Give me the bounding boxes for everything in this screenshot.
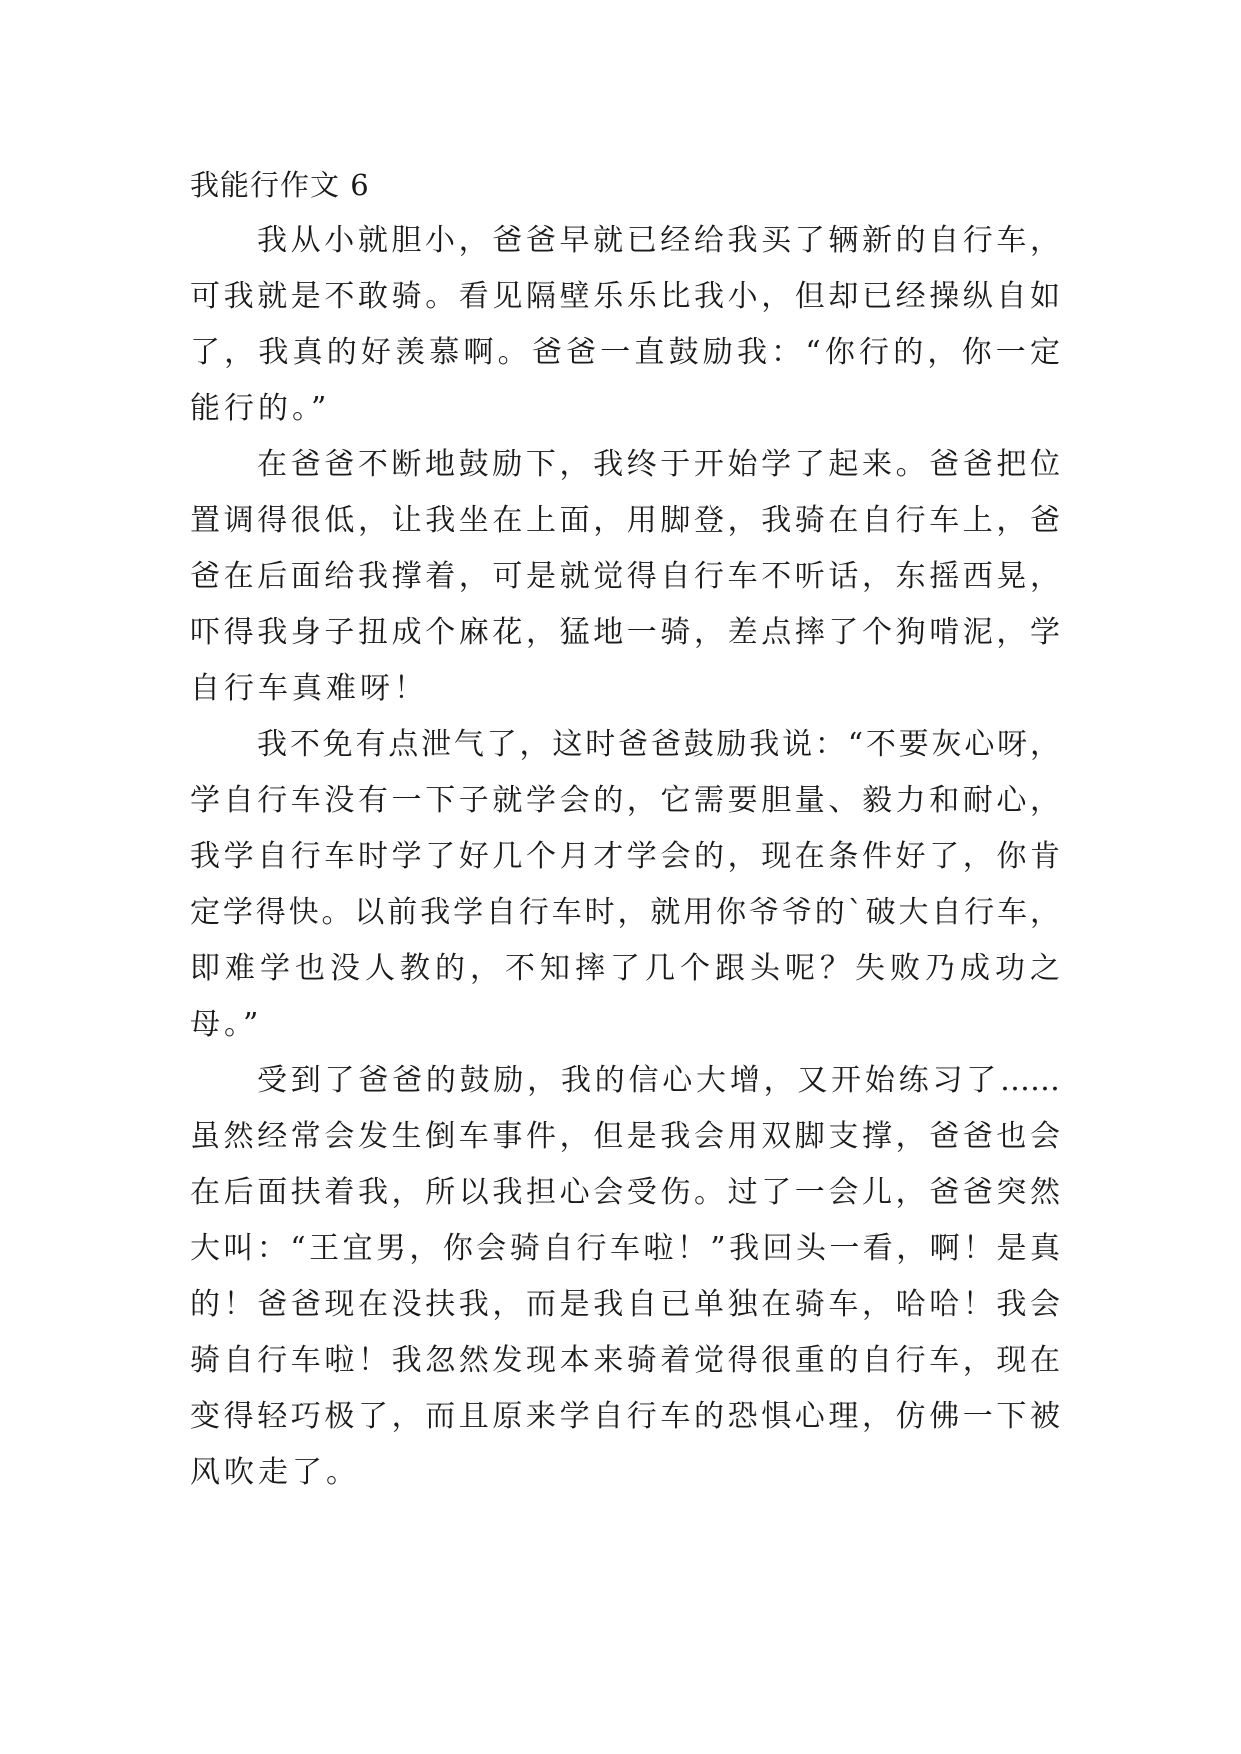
paragraph-line: 的！爸爸现在没扶我，而是我自已单独在骑车，哈哈！我会: [190, 1287, 1060, 1322]
paragraph-line: 大叫：“王宜男，你会骑自行车啦！”我回头一看，啊！是真: [190, 1231, 1060, 1266]
paragraph-line: 受到了爸爸的鼓励，我的信心大增，又开始练习了……: [257, 1063, 1060, 1098]
paragraph-line: 爸在后面给我撑着，可是就觉得自行车不听话，东摇西晃，: [190, 559, 1060, 594]
paragraph-line: 骑自行车啦！我忽然发现本来骑着觉得很重的自行车，现在: [190, 1343, 1060, 1378]
paragraph-line: 学自行车没有一下子就学会的，它需要胆量、毅力和耐心，: [190, 783, 1060, 818]
document-title: 我能行作文 6: [190, 168, 370, 202]
paragraph-line: 在后面扶着我，所以我担心会受伤。过了一会儿，爸爸突然: [190, 1175, 1060, 1210]
paragraph-line: 吓得我身子扭成个麻花，猛地一骑，差点摔了个狗啃泥，学: [190, 615, 1060, 650]
paragraph-line: 我从小就胆小，爸爸早就已经给我买了辆新的自行车，: [257, 223, 1060, 258]
paragraph-line: 可我就是不敢骑。看见隔壁乐乐比我小，但却已经操纵自如: [190, 279, 1060, 314]
paragraph-line: 风吹走了。: [190, 1455, 360, 1490]
paragraph-line: 自行车真难呀！: [190, 671, 428, 706]
paragraph-line: 了，我真的好羡慕啊。爸爸一直鼓励我：“你行的，你一定: [190, 335, 1060, 370]
paragraph-line: 在爸爸不断地鼓励下，我终于开始学了起来。爸爸把位: [257, 447, 1060, 482]
paragraph-line: 母。”: [190, 1007, 263, 1042]
paragraph-line: 能行的。”: [190, 391, 331, 426]
paragraph-line: 我不免有点泄气了，这时爸爸鼓励我说：“不要灰心呀，: [257, 727, 1060, 762]
paragraph-line: 定学得快。以前我学自行车时，就用你爷爷的`破大自行车，: [190, 895, 1060, 930]
paragraph-line: 即难学也没人教的，不知摔了几个跟头呢？失败乃成功之: [190, 951, 1060, 986]
paragraph-line: 虽然经常会发生倒车事件，但是我会用双脚支撑，爸爸也会: [190, 1119, 1060, 1154]
paragraph-line: 置调得很低，让我坐在上面，用脚登，我骑在自行车上，爸: [190, 503, 1060, 538]
paragraph-line: 我学自行车时学了好几个月才学会的，现在条件好了，你肯: [190, 839, 1060, 874]
paragraph-line: 变得轻巧极了，而且原来学自行车的恐惧心理，仿佛一下被: [190, 1399, 1060, 1434]
